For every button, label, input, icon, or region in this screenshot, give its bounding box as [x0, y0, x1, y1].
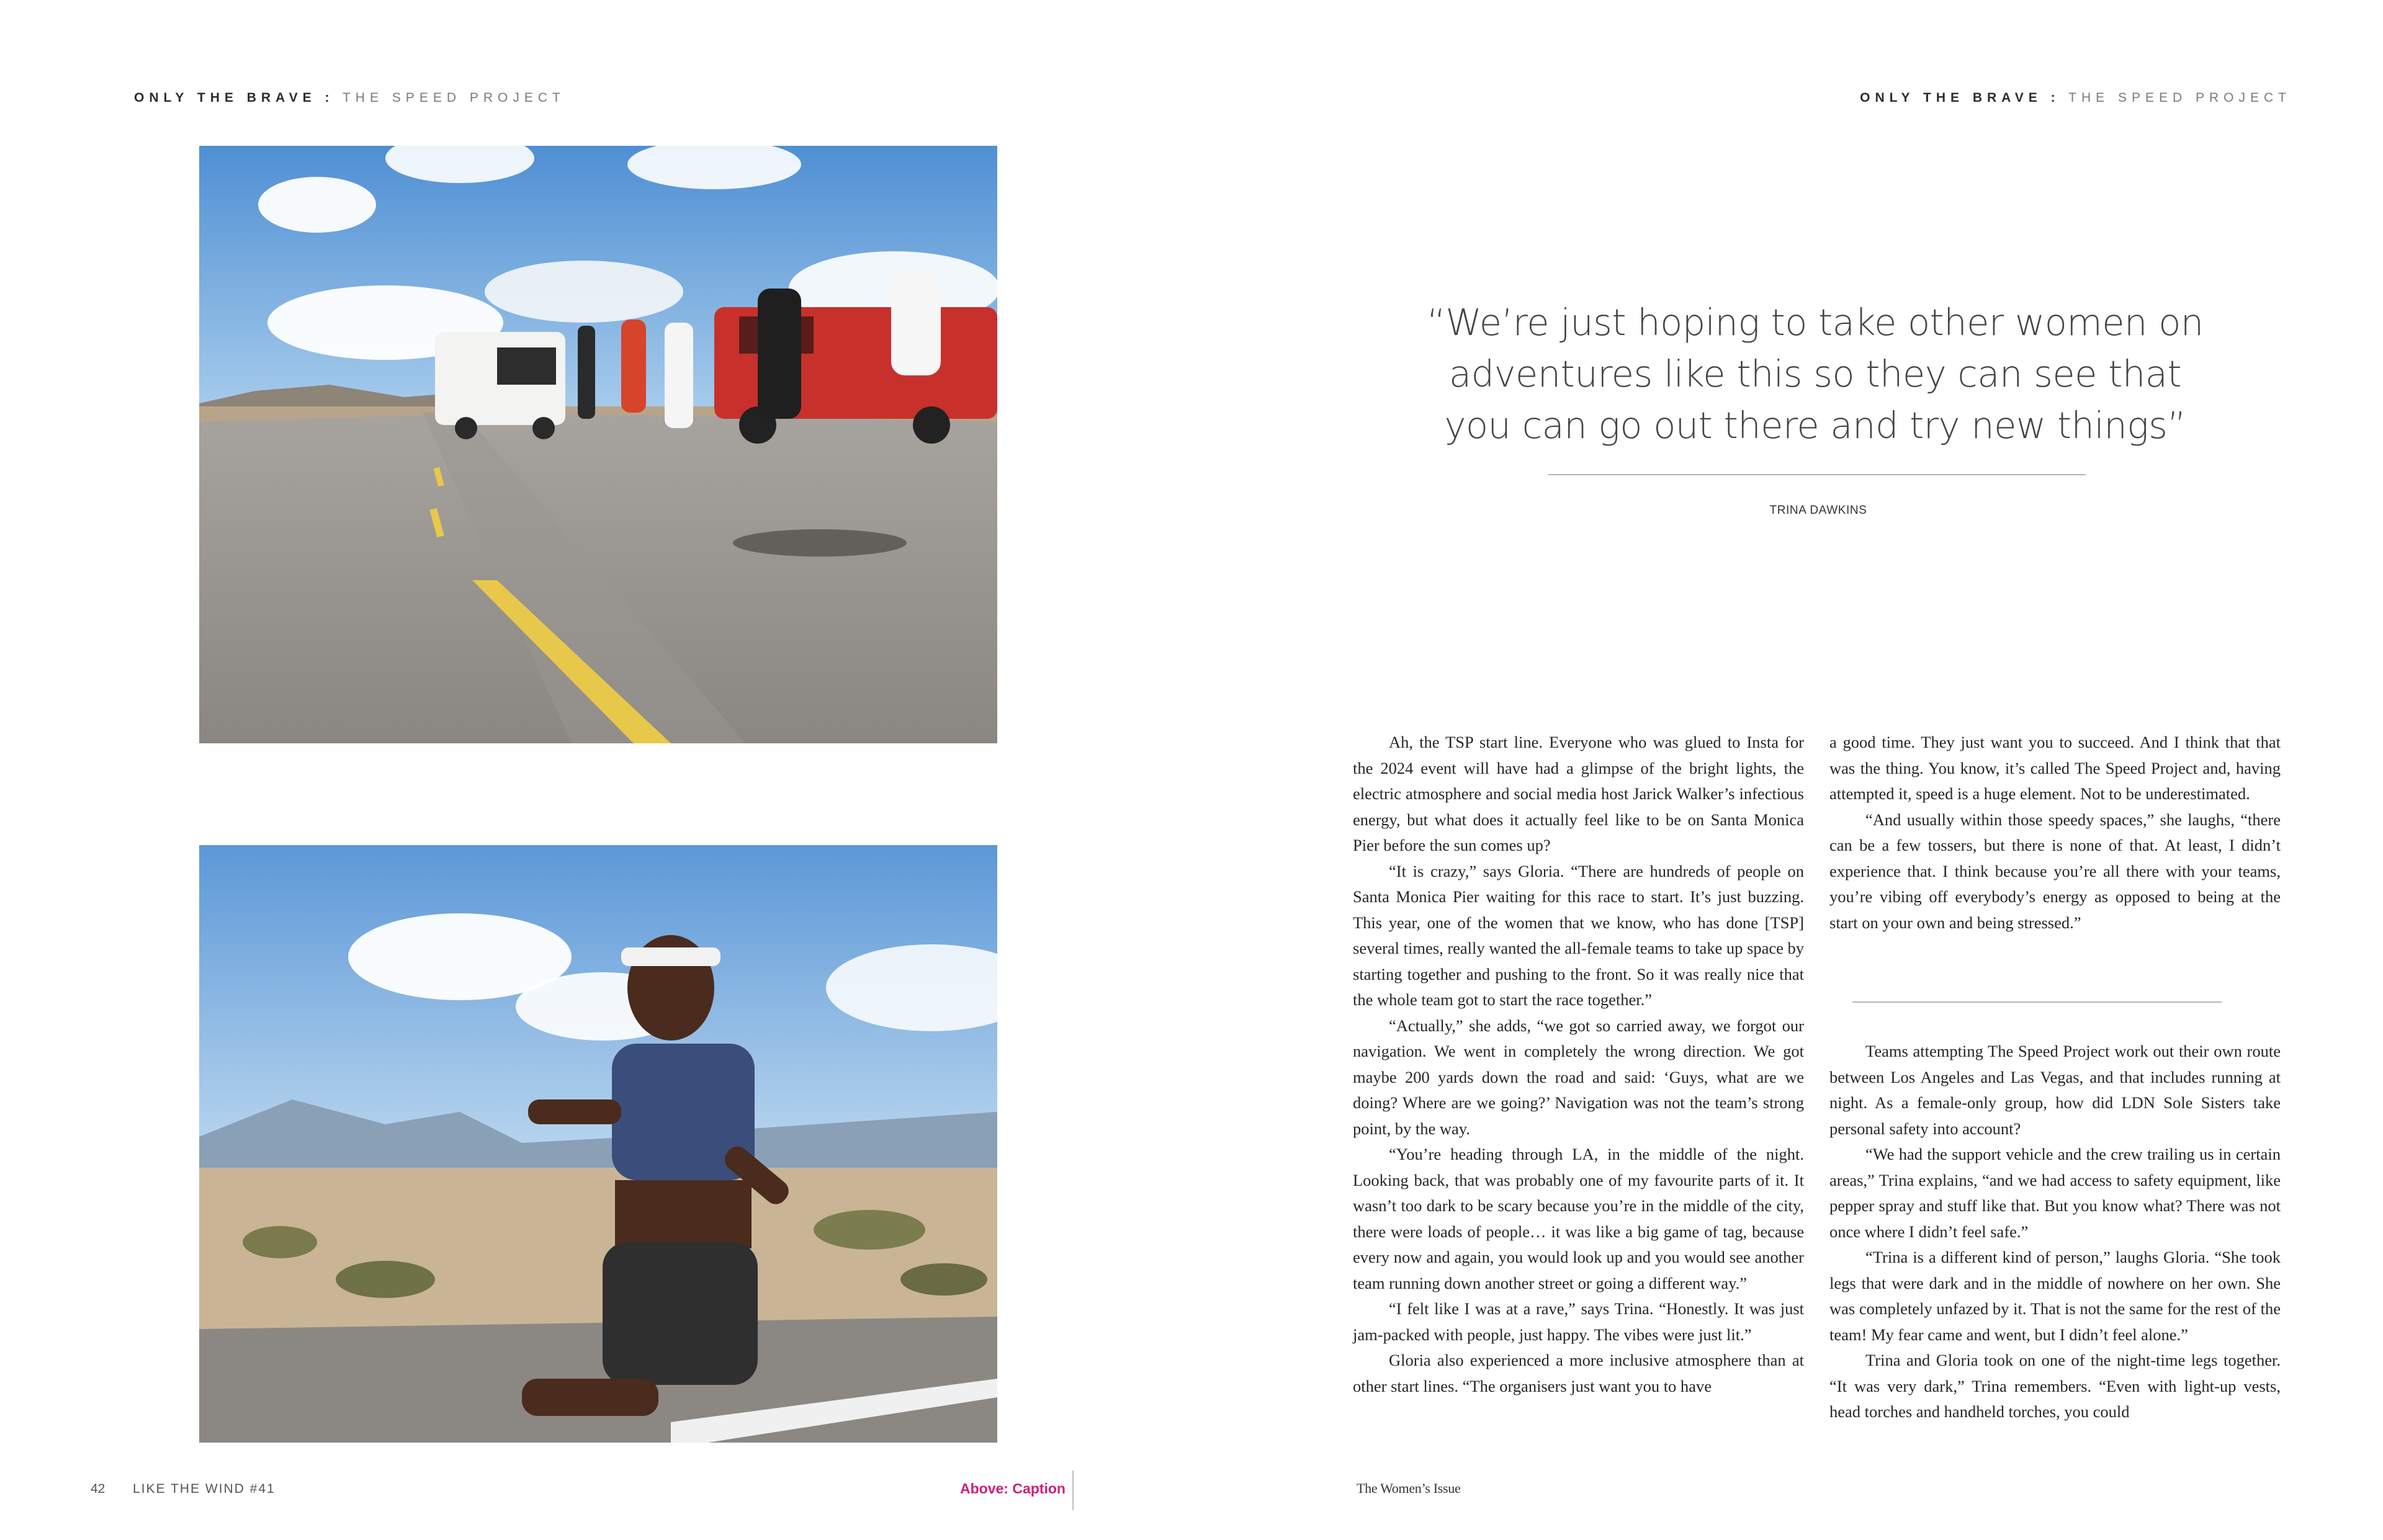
issue-name: The Women’s Issue — [1357, 1480, 1461, 1496]
article-column-left — [1353, 730, 1804, 1399]
running-head-section: THE SPEED PROJECT — [342, 91, 565, 105]
pull-quote-line: adventures like this so they can see that — [1448, 352, 2182, 395]
pull-quote-line: you can go out there and try new things” — [1444, 404, 2186, 447]
running-head-left — [134, 91, 565, 105]
article-paragraph: “We had the support vehicle and the crew trailing us in certain areas,” Trina explains, “and we had access to safety equipment, like pepper spray and stuff like that. But you know what? There was not once where I didn’t feel safe.” — [1829, 1145, 2281, 1241]
running-head-separator: : — [2050, 91, 2060, 105]
pull-quote-line: “We’re just hoping to take other women on — [1427, 301, 2204, 344]
article-paragraph: “Actually,” she adds, “we got so carried away, we forgot our navigation. We went in completely the wrong direction. We got maybe 200 yards down the road and said: ‘Guys, what are we doing? Where are we going?’ Navigation was not the team’s strong point, by the way. — [1353, 1016, 1804, 1138]
photo-caption-label: Above: Caption — [960, 1480, 1066, 1497]
photo-runner-desert-illustration — [199, 845, 997, 1443]
article-paragraph: Teams attempting The Speed Project work out their own route between Los Angeles and Las Vegas, and that includes running at night. As a female-only group, how did LDN Sole Sisters take personal safety into account? — [1829, 1042, 2281, 1138]
article-paragraph: “I felt like I was at a rave,” says Trina. “Honestly. It was just jam-packed with people, just happy. The vibes were just lit.” — [1353, 1299, 1804, 1344]
running-head-right — [1860, 91, 2291, 105]
running-head-series: ONLY THE BRAVE — [134, 91, 316, 105]
article-paragraph: Ah, the TSP start line. Everyone who was glued to Insta for the 2024 event will have had a glimpse of the bright lights, the electric atmosphere and social media host Jarick Walker’s infectious energy, but what does it actually feel like to be on Santa Monica Pier before the sun comes up? — [1353, 733, 1804, 854]
running-head-section: THE SPEED PROJECT — [2068, 91, 2291, 105]
article-paragraph: “Trina is a different kind of person,” laughs Gloria. “She took legs that were dark and in the middle of nowhere on her own. She was completely unfazed by it. That is not the same for the rest of the team! My fear came and went, but I didn’t feel alone.” — [1829, 1248, 2281, 1344]
photo-start-line-crew-illustration — [199, 146, 997, 743]
pull-quote-attribution: TRINA DAWKINS — [1769, 504, 1867, 517]
photo-runner-desert — [199, 845, 997, 1443]
pull-quote-divider — [1548, 474, 2086, 475]
article-paragraph: Trina and Gloria took on one of the night-time legs together. “It was very dark,” Trina remembers. “Even with light-up vests, head torches and handheld torches, you could — [1829, 1351, 2281, 1421]
page-number: 42 — [91, 1482, 105, 1496]
article-paragraph: “It is crazy,” says Gloria. “There are hundreds of people on Santa Monica Pier waiting for this race to start. It’s just buzzing. This year, one of the women that we know, who has done [TSP] several times, really wanted the all-female teams to take up space by starting together and pushing to the front. So it was really nice that the whole team got to start the race together.” — [1353, 861, 1804, 1009]
section-divider — [1852, 1001, 2222, 1003]
running-head-separator: : — [325, 91, 334, 105]
article-column-right-bottom — [1829, 1039, 2281, 1425]
footer-divider — [1072, 1471, 1074, 1510]
article-paragraph: “You’re heading through LA, in the middle of the night. Looking back, that was probably one of my favourite parts of it. It wasn’t too dark to be scary because you’re in the middle of the city, there were loads of people… it was like a big game of tag, because every now and again, you would look up and you would see another team running down another street or going a different way.” — [1353, 1145, 1804, 1292]
article-paragraph: a good time. They just want you to succeed. And I think that that was the thing. You know, it’s called The Speed Project and, having attempted it, speed is a huge element. Not to be underestimated. — [1829, 733, 2281, 803]
article-paragraph: “And usually within those speedy spaces,” she laughs, “there can be a few tossers, but there is none of that. At least, I didn’t experience that. I think because you’re all there with your teams, you’re vibing off everybody’s energy as opposed to being at the start on your own and being stressed.” — [1829, 810, 2281, 932]
article-column-right-top — [1829, 730, 2281, 936]
magazine-title: LIKE THE WIND #41 — [133, 1482, 276, 1496]
photo-start-line-crew — [199, 146, 997, 743]
article-paragraph: Gloria also experienced a more inclusive atmosphere than at other start lines. “The organisers just want you to have — [1353, 1351, 1804, 1395]
running-head-series: ONLY THE BRAVE — [1860, 91, 2042, 105]
pull-quote — [1402, 297, 2228, 451]
